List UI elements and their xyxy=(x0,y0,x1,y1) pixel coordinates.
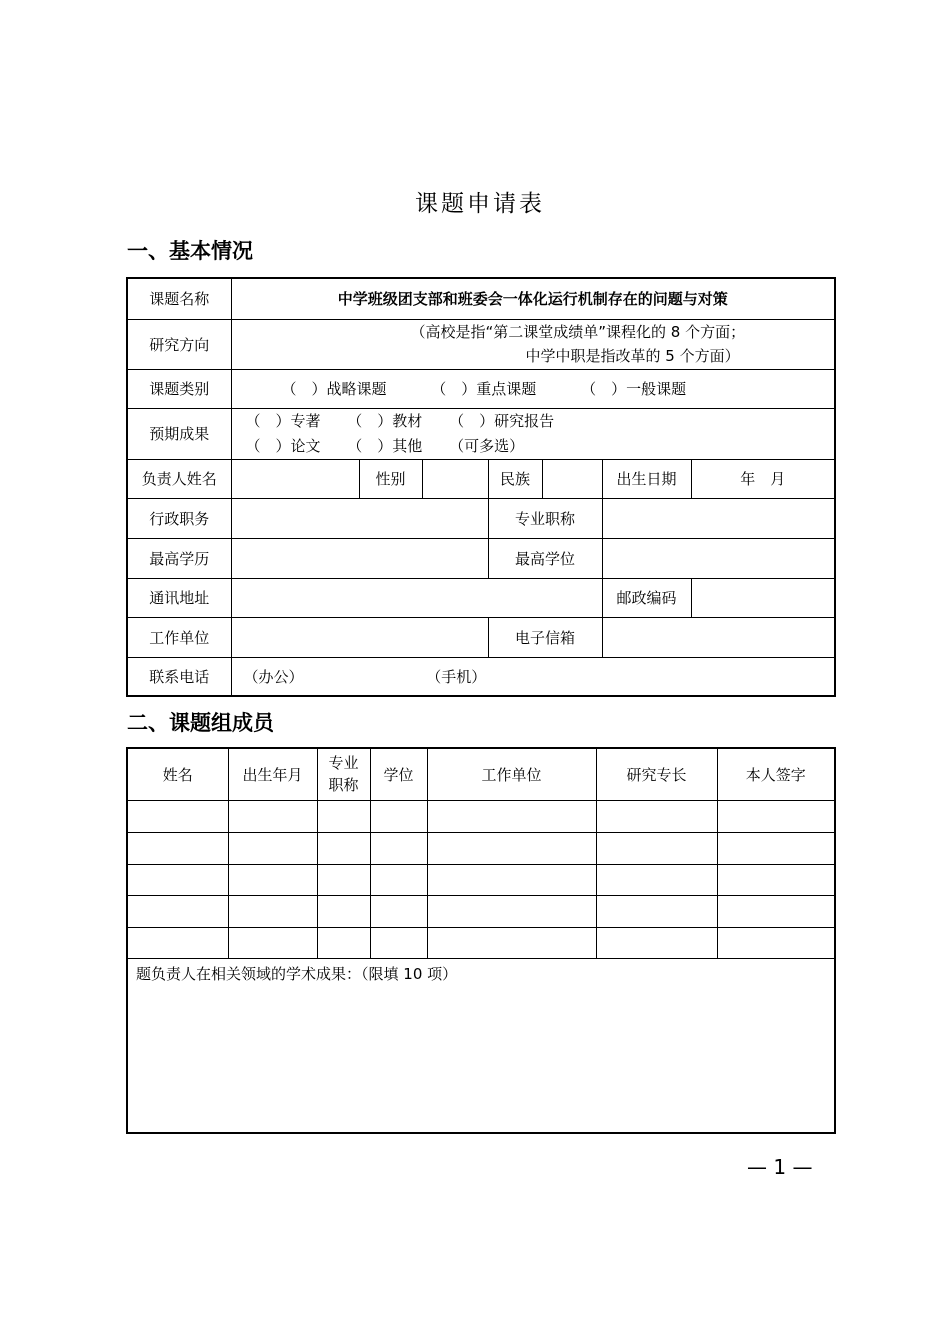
table-row xyxy=(127,832,835,864)
member-cell[interactable] xyxy=(317,800,370,832)
leader-name-field[interactable] xyxy=(231,459,359,498)
basic-info-table xyxy=(126,277,836,697)
email-label: 电子信箱 xyxy=(488,617,602,657)
address-field[interactable] xyxy=(231,578,602,617)
member-cell[interactable] xyxy=(596,895,717,927)
prof-title-label: 专业职称 xyxy=(488,498,602,538)
header-birth: 出生年月 xyxy=(228,748,317,800)
member-cell[interactable] xyxy=(427,864,596,895)
leader-name-label: 负责人姓名 xyxy=(127,459,231,498)
member-cell[interactable] xyxy=(370,895,427,927)
education-label: 最高学历 xyxy=(127,538,231,578)
header-signature: 本人签字 xyxy=(717,748,835,800)
gender-label: 性别 xyxy=(359,459,422,498)
member-cell[interactable] xyxy=(596,864,717,895)
direction-note-line1: （高校是指“第二课堂成绩单”课程化的 8 个方面； xyxy=(410,323,746,341)
outcome-option-monograph[interactable]: （ ）专著 xyxy=(245,411,321,430)
header-expertise: 研究专长 xyxy=(596,748,717,800)
member-cell[interactable] xyxy=(427,927,596,958)
ethnicity-field[interactable] xyxy=(542,459,602,498)
member-cell[interactable] xyxy=(127,864,228,895)
phone-office-label: （办公） xyxy=(243,667,304,686)
section-heading-basic: 一、基本情况 xyxy=(127,239,253,263)
workplace-field[interactable] xyxy=(231,617,488,657)
education-field[interactable] xyxy=(231,538,488,578)
section-heading-members: 二、课题组成员 xyxy=(127,711,274,735)
type-option-general[interactable]: （ ）一般课题 xyxy=(581,380,687,398)
email-field[interactable] xyxy=(602,617,835,657)
workplace-label: 工作单位 xyxy=(127,617,231,657)
topic-name-label: 课题名称 xyxy=(127,278,231,319)
members-table xyxy=(126,747,836,1134)
address-label: 通讯地址 xyxy=(127,578,231,617)
header-prof-title xyxy=(317,748,370,800)
member-cell[interactable] xyxy=(370,864,427,895)
outcome-multi-select-note: （可多选） xyxy=(449,436,525,455)
member-cell[interactable] xyxy=(596,800,717,832)
member-cell[interactable] xyxy=(317,927,370,958)
member-cell[interactable] xyxy=(717,800,835,832)
phone-field[interactable] xyxy=(231,657,835,696)
expected-outcome-label: 预期成果 xyxy=(127,408,231,459)
header-name: 姓名 xyxy=(127,748,228,800)
header-prof-line1: 专业 xyxy=(328,754,359,773)
type-option-strategic[interactable]: （ ）战略课题 xyxy=(281,380,387,398)
member-cell[interactable] xyxy=(427,895,596,927)
research-direction-field[interactable] xyxy=(231,319,835,369)
degree-label: 最高学位 xyxy=(488,538,602,578)
topic-name-value[interactable]: 中学班级团支部和班委会一体化运行机制存在的问题与对策 xyxy=(231,278,835,319)
member-cell[interactable] xyxy=(127,895,228,927)
topic-type-options xyxy=(231,369,835,408)
outcome-option-textbook[interactable]: （ ）教材 xyxy=(347,411,423,430)
outcome-option-report[interactable]: （ ）研究报告 xyxy=(449,411,555,430)
member-cell[interactable] xyxy=(370,832,427,864)
postcode-label: 邮政编码 xyxy=(602,578,691,617)
admin-post-field[interactable] xyxy=(231,498,488,538)
gender-field[interactable] xyxy=(422,459,488,498)
direction-note-line2: 中学中职是指改革的 5 个方面） xyxy=(525,347,740,365)
table-row xyxy=(127,895,835,927)
outcome-option-paper[interactable]: （ ）论文 xyxy=(245,436,321,455)
phone-label: 联系电话 xyxy=(127,657,231,696)
header-workplace: 工作单位 xyxy=(427,748,596,800)
birth-date-field[interactable]: 年 月 xyxy=(691,459,835,498)
member-cell[interactable] xyxy=(717,832,835,864)
member-cell[interactable] xyxy=(370,927,427,958)
table-row xyxy=(127,800,835,832)
member-cell[interactable] xyxy=(228,832,317,864)
member-cell[interactable] xyxy=(317,895,370,927)
topic-type-label: 课题类别 xyxy=(127,369,231,408)
member-cell[interactable] xyxy=(317,832,370,864)
member-cell[interactable] xyxy=(717,864,835,895)
member-cell[interactable] xyxy=(427,800,596,832)
table-row xyxy=(127,864,835,895)
member-cell[interactable] xyxy=(596,832,717,864)
page-number: — 1 — xyxy=(747,1155,813,1179)
member-cell[interactable] xyxy=(717,927,835,958)
member-cell[interactable] xyxy=(427,832,596,864)
header-prof-line2: 职称 xyxy=(328,776,359,795)
ethnicity-label: 民族 xyxy=(488,459,542,498)
member-cell[interactable] xyxy=(228,800,317,832)
page-title: 课题申请表 xyxy=(415,191,545,217)
table-row xyxy=(127,927,835,958)
achievements-label: 题负责人在相关领域的学术成果：（限填 10 项） xyxy=(136,964,458,983)
degree-field[interactable] xyxy=(602,538,835,578)
birth-date-label: 出生日期 xyxy=(602,459,691,498)
member-cell[interactable] xyxy=(228,864,317,895)
member-cell[interactable] xyxy=(127,800,228,832)
member-cell[interactable] xyxy=(228,927,317,958)
member-cell[interactable] xyxy=(596,927,717,958)
member-cell[interactable] xyxy=(127,927,228,958)
postcode-field[interactable] xyxy=(691,578,835,617)
type-option-key[interactable]: （ ）重点课题 xyxy=(431,380,537,398)
phone-mobile-label: （手机） xyxy=(426,667,487,686)
member-cell[interactable] xyxy=(370,800,427,832)
member-cell[interactable] xyxy=(717,895,835,927)
expected-outcome-options xyxy=(231,408,835,459)
prof-title-field[interactable] xyxy=(602,498,835,538)
research-direction-label: 研究方向 xyxy=(127,319,231,369)
admin-post-label: 行政职务 xyxy=(127,498,231,538)
achievements-field[interactable] xyxy=(127,958,835,1133)
member-cell[interactable] xyxy=(127,832,228,864)
member-cell[interactable] xyxy=(228,895,317,927)
outcome-option-other[interactable]: （ ）其他 xyxy=(347,436,423,455)
member-cell[interactable] xyxy=(317,864,370,895)
header-degree: 学位 xyxy=(370,748,427,800)
